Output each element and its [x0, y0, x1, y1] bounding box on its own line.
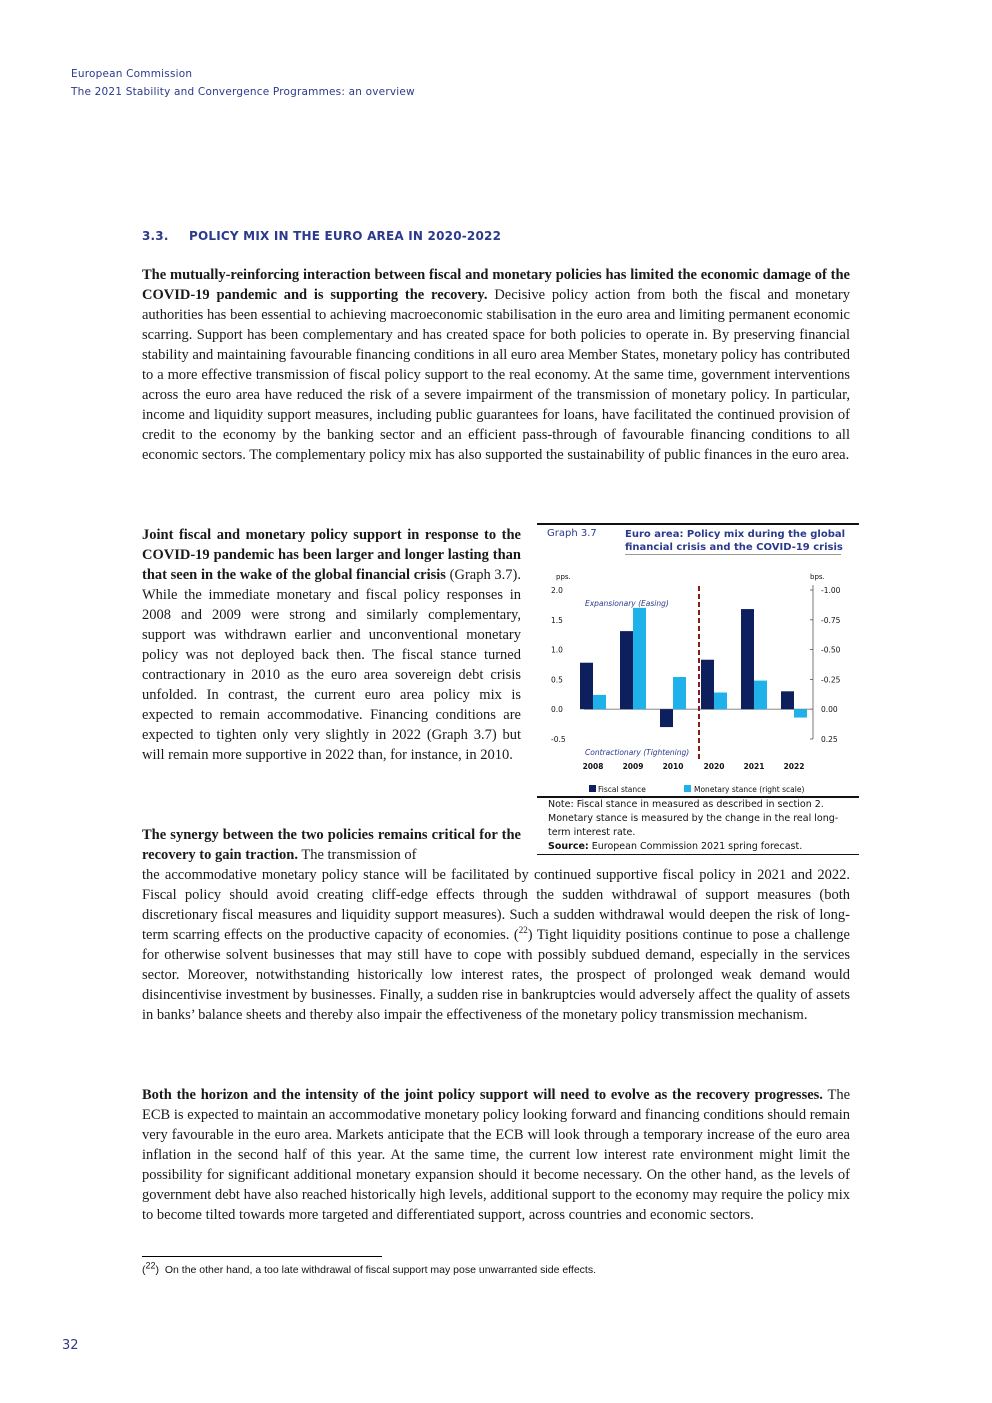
graph-note [548, 798, 854, 854]
paragraph-3-text-a: The transmission of [297, 847, 417, 863]
legend-label-fiscal: Fiscal stance [598, 785, 646, 794]
graph-title: Euro area: Policy mix during the global financial crisis and the COVID-19 crisis [625, 529, 846, 553]
bar-monetary-2021 [754, 681, 767, 710]
graph-source [548, 840, 854, 854]
paragraph-1-text: Decisive policy action from both the fiscal and monetary authorities has been essential to achieving macroeconomic stabilisation in the euro area and limiting permanent economic scarring. Support has been complementary and has created space for both policies to operate in. By preserving financial stability and maintaining favourable financing conditions in all euro area Member States, monetary policy has contributed to a more effective transmission of fiscal policy support to the real economy. At the same time, government interventions across the euro area have reduced the risk of a severe impairment of the transmission of monetary policy. In particular, income and liquidity support measures, including public guarantees for loans, have facilitated the continued provision of credit to the economy by the banking sector and an efficient pass-through of favourable financing conditions to all economic sectors. The complementary policy mix has also supported the sustainability of public finances in the euro area. [142, 287, 850, 463]
section-title: POLICY MIX IN THE EURO AREA IN 2020-2022 [189, 229, 502, 243]
left-tick-label: -0.5 [551, 735, 566, 744]
paragraph-3-lead: The synergy between the two policies remains critical for the recovery to gain traction. [142, 827, 521, 863]
right-axis-unit: bps. [810, 573, 825, 581]
graph-number: Graph 3.7 [547, 528, 597, 539]
right-tick-label: -0.75 [821, 615, 841, 625]
category-label: 2008 [582, 762, 604, 771]
graph-note-text: Note: Fiscal stance in measured as described in section 2. Monetary stance is measured by the change in the real long-term interest rate. [548, 799, 839, 838]
left-tick-label: 1.0 [551, 645, 563, 655]
left-tick-label: 1.5 [551, 615, 563, 625]
right-tick-label: -1.00 [821, 586, 841, 595]
graph-source-label: Source: [548, 841, 589, 852]
bar-fiscal-2020 [701, 660, 714, 709]
paragraph-2-lead: Joint fiscal and monetary policy support in response to the COVID-19 pandemic has been larger and longer lasting than that seen in the wake of the global financial crisis [142, 527, 521, 583]
paragraph-3 [142, 825, 850, 1025]
footnote-divider [142, 1256, 382, 1257]
bar-fiscal-2010 [660, 709, 673, 727]
paragraph-1 [142, 265, 850, 465]
bar-monetary-2010 [673, 677, 686, 709]
graph-source-text: European Commission 2021 spring forecast. [591, 841, 803, 852]
paragraph-4 [142, 1085, 850, 1225]
category-label: 2022 [783, 762, 805, 771]
legend-label-monetary: Monetary stance (right scale) [694, 785, 805, 794]
annotation-contractionary: Contractionary (Tightening) [585, 748, 690, 757]
bar-fiscal-2009 [620, 631, 633, 709]
left-tick-label: 2.0 [551, 586, 563, 595]
bar-monetary-2020 [714, 693, 727, 710]
left-tick-label: 0.0 [551, 705, 563, 715]
paragraph-2-text: (Graph 3.7). While the immediate monetary and fiscal policy responses in 2008 and 2009 were strong and similarly complementary, support was withdrawn earlier and unconventional monetary policy was not deployed back then. The fiscal stance turned contractionary in 2010 as the euro area sovereign debt crisis unfolded. In contrast, the current euro area policy mix is expected to remain accommodative. Financing conditions are expected to tighten only very slightly in 2022 (Graph 3.7) but will remain more supportive in 2022 than, for instance, in 2010. [142, 567, 521, 763]
footnote: ($^{22}$) On the other hand, a too late withdrawal of fiscal support may pose unwarranted side effects. [142, 1260, 596, 1276]
bar-fiscal-2022 [781, 691, 794, 709]
bar-fiscal-2021 [741, 609, 754, 709]
category-label: 2010 [662, 762, 684, 771]
right-tick-label: -0.50 [821, 645, 841, 655]
paragraph-2 [142, 525, 521, 765]
category-label: 2020 [703, 762, 725, 771]
bar-fiscal-2008 [580, 663, 593, 709]
footnote-text: On the other hand, a too late withdrawal of fiscal support may pose unwarranted side effects. [164, 1264, 596, 1276]
right-tick-label: 0.00 [821, 705, 838, 715]
paragraph-4-lead: Both the horizon and the intensity of the joint policy support will need to evolve as the recovery progresses. [142, 1087, 823, 1103]
graph-title-rule [625, 554, 841, 555]
bar-monetary-2022 [794, 709, 807, 717]
page-number: 32 [62, 1338, 79, 1353]
left-tick-label: 0.5 [551, 675, 563, 685]
category-label: 2021 [743, 762, 765, 771]
legend-swatch-monetary [684, 785, 691, 792]
bar-monetary-2008 [593, 695, 606, 709]
paragraph-4-text: The ECB is expected to maintain an accommodative monetary policy looking forward and financing conditions should remain very favourable in the euro area. Markets anticipate that the ECB will look through a temporary increase of the euro area inflation in the second half of this year. At the same time, the current low interest rate environment might limit the possibility for significant additional monetary expansion should it become necessary. On the other hand, as the levels of government debt have also reached historically high levels, additional support to the economy may require the policy mix to become tilted towards more targeted and differentiated support, across countries and economic sectors. [142, 1087, 850, 1223]
section-number: 3.3. [142, 229, 169, 243]
graph-box [537, 523, 859, 855]
annotation-expansionary: Expansionary (Easing) [585, 599, 669, 608]
header-doc-title: The 2021 Stability and Convergence Programmes: an overview [71, 86, 415, 98]
header-org: European Commission [71, 68, 193, 80]
left-axis-unit: pps. [556, 573, 571, 581]
right-tick-label: 0.25 [821, 735, 838, 744]
category-label: 2009 [622, 762, 644, 771]
section-heading [142, 229, 501, 243]
right-tick-label: -0.25 [821, 675, 841, 685]
graph-bottom-rule [537, 854, 859, 855]
paragraph-3-text-b: the accommodative monetary policy stance will be facilitated by continued supportive fiscal policy in 2021 and 2022. Fiscal policy should avoid creating cliff-edge effects through the sudden withdrawal of support measures (both discretionary fiscal measures and liquidity support measures). Such a sudden withdrawal would deepen the risk of long-term scarring effects on the productive capacity of economies. ( [142, 867, 850, 943]
legend-swatch-fiscal [589, 785, 596, 792]
footnote-number: 22 [145, 1260, 156, 1271]
graph-top-rule [537, 523, 859, 525]
footnote-ref[interactable]: 22 [518, 925, 528, 936]
paragraph-1-lead: The mutually-reinforcing interaction between fiscal and monetary policies has limited the economic damage of the COVID-19 pandemic and is supporting the recovery. [142, 267, 850, 303]
paragraph-3-text-c: ) Tight liquidity positions continue to pose a challenge for otherwise solvent businesses that may still have to cope with possibly subdued demand, especially in the services sector. Moreover, notwithstanding historically low interest rates, the prospect of prolonged weak demand would disincentivise investment by businesses. Finally, a sudden rise in bankruptcies would adversely affect the quality of assets in banks’ balance sheets and thereby also impair the effectiveness of the monetary policy transmission mechanism. [142, 927, 850, 1023]
bar-monetary-2009 [633, 608, 646, 709]
policy-mix-chart [537, 563, 859, 795]
